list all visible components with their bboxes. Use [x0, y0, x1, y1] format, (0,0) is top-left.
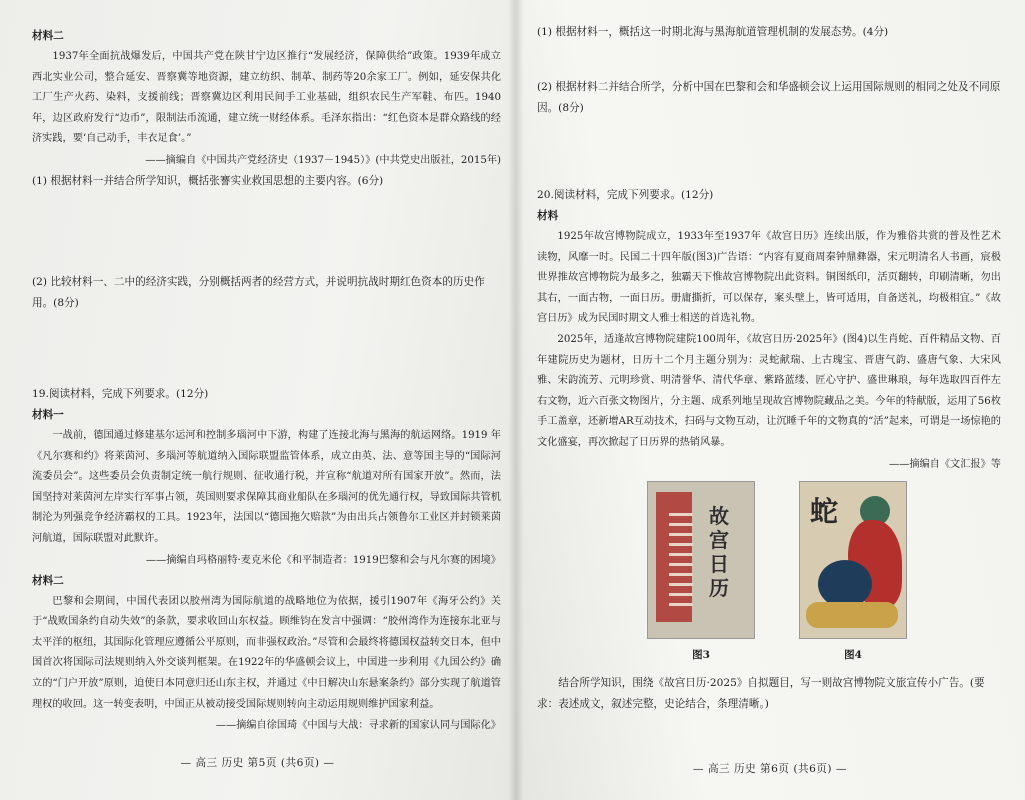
figure-3-caption: 图3 — [692, 648, 710, 661]
question-18-1: (1) 根据材料一并结合所学知识，概括张謇实业救国思想的主要内容。(6分) — [32, 174, 384, 187]
answer-space — [32, 314, 501, 384]
calendar-2025-image — [799, 481, 907, 639]
page-6 — [515, 0, 1025, 800]
page-footer: — 高三 历史 第5页 (共6页) — — [180, 757, 335, 769]
figure-3 — [647, 481, 755, 662]
material-2-heading: 材料二 — [32, 30, 64, 42]
question-20-heading: 20.阅读材料，完成下列要求。(12分) — [537, 189, 714, 201]
answer-space — [537, 43, 1001, 77]
figure-4 — [799, 481, 907, 662]
figure-4-caption: 图4 — [844, 648, 862, 661]
material-2b-heading: 材料二 — [32, 574, 64, 587]
material-text-2: 2025年，适逢故宫博物院建院100周年，《故宫日历·2025年》(图4)以生肖蛇、百件精品文物、百年建院历史为题材，日历十二个月主题分别为：灵蛇献瑞、上古瑰宝、晋唐气韵、盛唐气象、大宋风雅、宋韵流芳、元明珍赏、明清誉华、清代华章、紫路蓝缕、匠心守护、盛世琳琅，每年选取四百件左右文物，近六百张文物图片，分主题、成系列地呈现故宫博物院藏品之美。今年的特献版，运用了56枚手工盖章，还新增AR互动技术，扫码与文物互动，让沉睡千年的文物真的“活”起来，可谓是一场惊艳的文化盛宴，再次掀起了日历界的热销风暴。 — [537, 333, 1001, 448]
question-19-2: (2) 根据材料二并结合所学，分析中国在巴黎和会和华盛顿会议上运用国际规则的相同之处及不同原因。(8分) — [537, 81, 1001, 114]
calendar-1935-image — [647, 481, 755, 639]
page-fold — [508, 0, 524, 800]
material-1-text: 一战前，德国通过修建基尔运河和控制多瑙河中下游，构建了连接北海与黑海的航运网络。1919 年《凡尔赛和约》将莱茵河、多瑙河等航道纳入国际联盟监管体系，成立由英、法、意等国主导的“国际河流委员会”。这些委员会负责制定统一航行规则、征收通行税，并宣称“航道对所有国家开放”。然而，法国坚持对莱茵河左岸实行军事占领，英国则要求保障其商业船队在多瑙河的优先通行权，导致国际共管机制沦为列强竞争经济霸权的工具。1923年，法国以“德国拖欠赔款”为由出兵占领鲁尔工业区并封锁莱茵河航道，国际联盟对此默许。 — [32, 429, 501, 544]
question-19-1: (1) 根据材料一，概括这一时期北海与黑海航道管理机制的发展态势。(4分) — [537, 26, 889, 38]
material-heading: 材料 — [537, 210, 559, 222]
question-19-heading: 19.阅读材料，完成下列要求。(12分) — [32, 387, 209, 400]
calendar-red-band — [656, 492, 692, 622]
material-2-text: 1937年全面抗战爆发后，中国共产党在陕甘宁边区推行“发展经济，保障供给”政策。1939年成立西北实业公司，整合延安、晋察冀等地资源，建立纺织、制革、制药等20余家工厂。例如，延安保共化工厂生产火药、染料，支援前线；晋察冀边区利用民间手工业基础，组织农民生产军鞋、布匹。1940年，边区政府发行“边币”，限制法币流通，建立统一财经体系。毛泽东指出：“红色资本是群众路线的经济实践，要‘自己动手，丰衣足食’。” — [32, 51, 501, 145]
material-1-heading: 材料一 — [32, 408, 64, 421]
answer-space — [537, 119, 1001, 185]
material-2-source: ——摘编自《中国共产党经济史（1937－1945）》(中共党史出版社，2015年) — [145, 154, 501, 166]
question-20-task: 结合所学知识，围绕《故宫日历·2025》自拟题目，写一则故宫博物院文旅宣传小广告。(要求：表述成文，叙述完整，史论结合，条理清晰。) — [537, 676, 985, 710]
material-text-1: 1925年故宫博物院成立，1933年至1937年《故宫日历》连续出版，作为雅俗共赏的普及性艺术读物，风靡一时。民国二十四年版(图3)广告语：“内容有夏商周秦钟鼎彝器，宋元明清名人书画，宸极世界推故宫博物院为最多之，独霸天下惟故宫博物院出此资料。铜图纸印，活页翻转，印刷清晰，勿出其右，一面古物，一面日历。册庸撕折，可以保存，案头壁上，皆可适用，自备送礼，均极相宜。”《故宫日历》成为民国时期文人雅士相送的首选礼物。 — [537, 231, 1001, 325]
snake-character: 蛇 — [810, 494, 839, 528]
material-2b-text: 巴黎和会期间，中国代表团以胶州湾为国际航道的战略地位为依据，援引1907年《海牙公约》关于“战败国条约自动失效”的条款，要求收回山东权益。顾维钧在发言中强调：“胶州湾作为连接东北亚与太平洋的枢纽，其国际化管理应遵循公平原则，而非强权政治。”尽管和会最终将德国权益转交日本，但中国首次将国际司法规则纳入外交谈判框架。在1922年的华盛顿会议上，中国进一步利用《九国公约》确立的“门户开放”原则，迫使日本同意归还山东主权，并通过《中日解决山东悬案条约》部分实现了航道管理权的收回。这一转变表明，中国正从被动接受国际规则转向主动运用规则维护国家利益。 — [32, 595, 501, 710]
question-18-2: (2) 比较材料一、二中的经济实践，分别概括两者的经营方式，并说明抗战时期红色资本的历史作用。(8分) — [32, 275, 485, 309]
material-source: ——摘编自《文汇报》等 — [888, 458, 1001, 470]
answer-space — [32, 192, 501, 272]
material-1-source: ——摘编自玛格丽特·麦克米伦《和平制造者：1919巴黎和会与凡尔赛的困境》 — [145, 554, 501, 566]
page-footer: — 高三 历史 第6页 (共6页) — — [692, 763, 848, 775]
calendar-cover-title: 故宫日历 — [709, 503, 729, 600]
material-2b-source: ——摘编自徐国琦《中国与大战：寻求新的国家认同与国际化》 — [215, 720, 501, 732]
figures — [537, 481, 1001, 673]
